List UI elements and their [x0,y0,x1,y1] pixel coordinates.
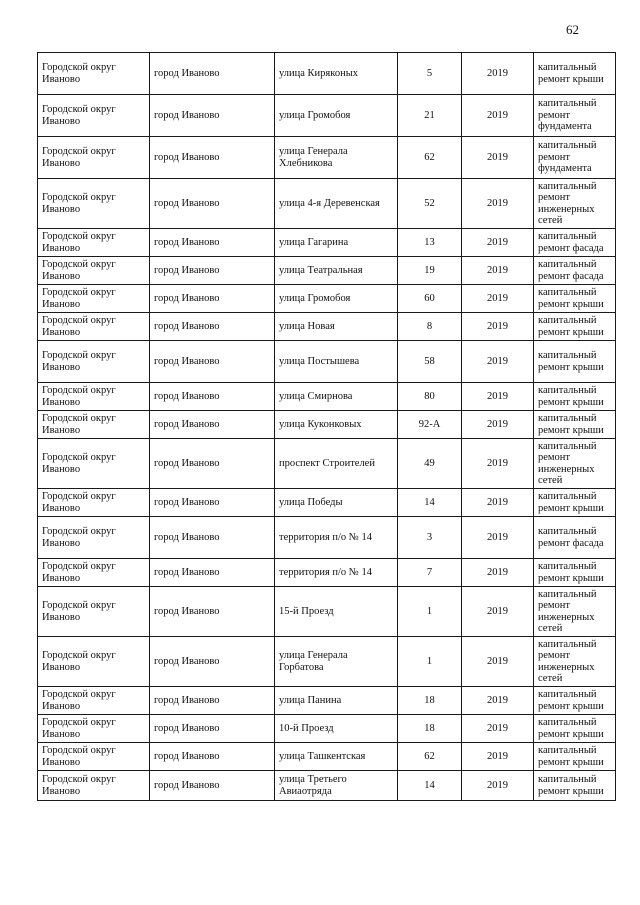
street-cell: улица Панина [275,687,398,715]
work-type-cell: капитальный ремонт фундамента [534,95,616,137]
table-row [38,229,616,257]
city-cell: город Иваново [150,257,275,285]
table-body [38,53,616,801]
district-cell: Городской округ Иваново [38,95,150,137]
house-number-cell: 49 [398,439,462,489]
street-cell: улица Куконковых [275,411,398,439]
year-cell: 2019 [462,179,534,229]
work-type-cell: капитальный ремонт крыши [534,285,616,313]
house-number-cell: 3 [398,517,462,559]
table-row [38,285,616,313]
street-cell: 15-й Проезд [275,587,398,637]
street-cell: территория п/о № 14 [275,559,398,587]
work-type-cell: капитальный ремонт инженерных сетей [534,637,616,687]
district-cell: Городской округ Иваново [38,637,150,687]
street-cell: улица Киряконых [275,53,398,95]
city-cell: город Иваново [150,687,275,715]
year-cell: 2019 [462,137,534,179]
table-row [38,53,616,95]
year-cell: 2019 [462,257,534,285]
house-number-cell: 92-А [398,411,462,439]
table-row [38,743,616,771]
work-type-cell: капитальный ремонт крыши [534,743,616,771]
work-type-cell: капитальный ремонт крыши [534,383,616,411]
work-type-cell: капитальный ремонт крыши [534,341,616,383]
district-cell: Городской округ Иваново [38,341,150,383]
street-cell: улица 4-я Деревенская [275,179,398,229]
district-cell: Городской округ Иваново [38,285,150,313]
table-row [38,687,616,715]
year-cell: 2019 [462,229,534,257]
year-cell: 2019 [462,637,534,687]
work-type-cell: капитальный ремонт крыши [534,715,616,743]
year-cell: 2019 [462,53,534,95]
table-row [38,341,616,383]
work-type-cell: капитальный ремонт крыши [534,771,616,801]
table-row [38,411,616,439]
street-cell: улица Гагарина [275,229,398,257]
city-cell: город Иваново [150,637,275,687]
city-cell: город Иваново [150,313,275,341]
street-cell: улица Ташкентская [275,743,398,771]
table-row [38,715,616,743]
district-cell: Городской округ Иваново [38,137,150,179]
work-type-cell: капитальный ремонт фасада [534,517,616,559]
street-cell: улица Постышева [275,341,398,383]
work-type-cell: капитальный ремонт фасада [534,257,616,285]
district-cell: Городской округ Иваново [38,771,150,801]
house-number-cell: 14 [398,489,462,517]
district-cell: Городской округ Иваново [38,587,150,637]
table-row [38,637,616,687]
work-type-cell: капитальный ремонт крыши [534,489,616,517]
year-cell: 2019 [462,95,534,137]
district-cell: Городской округ Иваново [38,313,150,341]
street-cell: территория п/о № 14 [275,517,398,559]
street-cell: улица Смирнова [275,383,398,411]
year-cell: 2019 [462,411,534,439]
house-number-cell: 52 [398,179,462,229]
district-cell: Городской округ Иваново [38,715,150,743]
work-type-cell: капитальный ремонт фундамента [534,137,616,179]
work-type-cell: капитальный ремонт инженерных сетей [534,179,616,229]
city-cell: город Иваново [150,53,275,95]
city-cell: город Иваново [150,771,275,801]
street-cell: улица Громобоя [275,95,398,137]
city-cell: город Иваново [150,411,275,439]
table-row [38,137,616,179]
district-cell: Городской округ Иваново [38,257,150,285]
street-cell: улица Генерала Хлебникова [275,137,398,179]
district-cell: Городской округ Иваново [38,179,150,229]
year-cell: 2019 [462,517,534,559]
table-row [38,95,616,137]
year-cell: 2019 [462,587,534,637]
city-cell: город Иваново [150,559,275,587]
house-number-cell: 62 [398,137,462,179]
year-cell: 2019 [462,743,534,771]
table-row [38,489,616,517]
work-type-cell: капитальный ремонт крыши [534,411,616,439]
district-cell: Городской округ Иваново [38,743,150,771]
district-cell: Городской округ Иваново [38,489,150,517]
house-number-cell: 60 [398,285,462,313]
work-type-cell: капитальный ремонт крыши [534,687,616,715]
city-cell: город Иваново [150,341,275,383]
repair-schedule-table [37,52,616,801]
district-cell: Городской округ Иваново [38,559,150,587]
city-cell: город Иваново [150,439,275,489]
table-row [38,383,616,411]
house-number-cell: 8 [398,313,462,341]
street-cell: проспект Строителей [275,439,398,489]
house-number-cell: 1 [398,587,462,637]
house-number-cell: 1 [398,637,462,687]
table-row [38,313,616,341]
district-cell: Городской округ Иваново [38,53,150,95]
page-number: 62 [566,22,579,37]
year-cell: 2019 [462,341,534,383]
district-cell: Городской округ Иваново [38,229,150,257]
year-cell: 2019 [462,687,534,715]
street-cell: улица Театральная [275,257,398,285]
street-cell: улица Генерала Горбатова [275,637,398,687]
table-row [38,257,616,285]
city-cell: город Иваново [150,383,275,411]
table-row [38,517,616,559]
table-row [38,439,616,489]
work-type-cell: капитальный ремонт крыши [534,559,616,587]
house-number-cell: 18 [398,715,462,743]
street-cell: улица Третьего Авиаотряда [275,771,398,801]
table-row [38,179,616,229]
street-cell: улица Новая [275,313,398,341]
year-cell: 2019 [462,771,534,801]
year-cell: 2019 [462,489,534,517]
street-cell: улица Громобоя [275,285,398,313]
city-cell: город Иваново [150,95,275,137]
year-cell: 2019 [462,439,534,489]
house-number-cell: 7 [398,559,462,587]
house-number-cell: 80 [398,383,462,411]
street-cell: улица Победы [275,489,398,517]
work-type-cell: капитальный ремонт крыши [534,53,616,95]
table-row [38,587,616,637]
district-cell: Городской округ Иваново [38,383,150,411]
house-number-cell: 58 [398,341,462,383]
city-cell: город Иваново [150,179,275,229]
year-cell: 2019 [462,313,534,341]
district-cell: Городской округ Иваново [38,411,150,439]
house-number-cell: 18 [398,687,462,715]
year-cell: 2019 [462,285,534,313]
city-cell: город Иваново [150,743,275,771]
year-cell: 2019 [462,715,534,743]
year-cell: 2019 [462,559,534,587]
city-cell: город Иваново [150,587,275,637]
year-cell: 2019 [462,383,534,411]
work-type-cell: капитальный ремонт крыши [534,313,616,341]
work-type-cell: капитальный ремонт инженерных сетей [534,587,616,637]
table-row [38,559,616,587]
city-cell: город Иваново [150,285,275,313]
city-cell: город Иваново [150,489,275,517]
work-type-cell: капитальный ремонт фасада [534,229,616,257]
house-number-cell: 19 [398,257,462,285]
district-cell: Городской округ Иваново [38,517,150,559]
house-number-cell: 21 [398,95,462,137]
house-number-cell: 5 [398,53,462,95]
city-cell: город Иваново [150,517,275,559]
house-number-cell: 14 [398,771,462,801]
district-cell: Городской округ Иваново [38,439,150,489]
table-row [38,771,616,801]
house-number-cell: 62 [398,743,462,771]
street-cell: 10-й Проезд [275,715,398,743]
city-cell: город Иваново [150,715,275,743]
city-cell: город Иваново [150,137,275,179]
district-cell: Городской округ Иваново [38,687,150,715]
house-number-cell: 13 [398,229,462,257]
city-cell: город Иваново [150,229,275,257]
work-type-cell: капитальный ремонт инженерных сетей [534,439,616,489]
